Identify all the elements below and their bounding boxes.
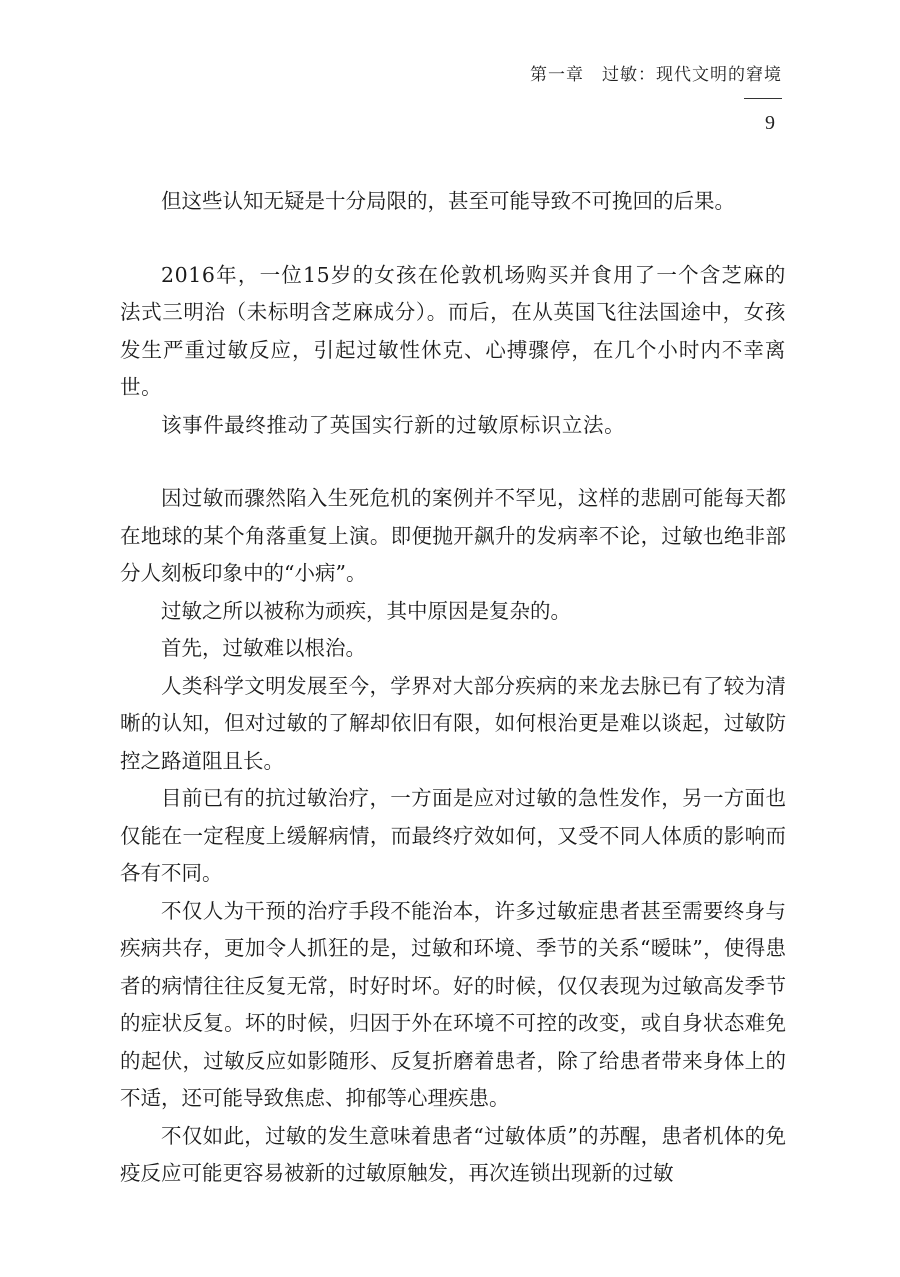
paragraph-7: 人类科学文明发展至今，学界对大部分疾病的来龙去脉已有了较为清晰的认知，但对过敏的了解却依旧有限，如何根治更是难以谈起，过敏防控之路道阻且长。 xyxy=(120,673,786,773)
paragraph-9: 不仅人为干预的治疗手段不能治本，许多过敏症患者甚至需要终身与疾病共存，更加令人抓狂的是，过敏和环境、季节的关系“暧昧”，使得患者的病情往往反复无常，时好时坏。好的时候，仅仅表现为过敏高发季节的症状反复。坏的时候，归因于外在环境不可控的改变，或自身状态难免的起伏，过敏反应如影随形、反复折磨着患者，除了给患者带来身体上的不适，还可能导致焦虑、抑郁等心理疾患。 xyxy=(120,898,786,1110)
body-text xyxy=(120,183,786,1193)
paragraph-8: 目前已有的抗过敏治疗，一方面是应对过敏的急性发作，另一方面也仅能在一定程度上缓解病情，而最终疗效如何，又受不同人体质的影响而各有不同。 xyxy=(120,786,786,885)
paragraph-6: 首先，过敏难以根治。 xyxy=(161,636,366,660)
page-number: 9 xyxy=(765,112,775,134)
paragraph-1: 但这些认知无疑是十分局限的，甚至可能导致不可挽回的后果。 xyxy=(161,189,735,213)
running-head-chapter-title: 第一章 过敏：现代文明的窘境 xyxy=(530,65,782,85)
paragraph-4: 因过敏而骤然陷入生死危机的案例并不罕见，这样的悲剧可能每天都在地球的某个角落重复上演。即便抛开飙升的发病率不论，过敏也绝非部分人刻板印象中的“小病”。 xyxy=(120,486,786,585)
paragraph-case-story: 2016年，一位15岁的女孩在伦敦机场购买并食用了一个含芝麻的法式三明治（未标明含芝麻成分）。而后，在从英国飞往法国途中，女孩发生严重过敏反应，引起过敏性休克、心搏骤停，在几个小时内不幸离世。 xyxy=(120,262,786,399)
paragraph-5: 过敏之所以被称为顽疾，其中原因是复杂的。 xyxy=(161,598,571,623)
paragraph-10: 不仅如此，过敏的发生意味着患者“过敏体质”的苏醒，患者机体的免疫反应可能更容易被新的过敏原触发，再次连锁出现新的过敏 xyxy=(120,1123,786,1185)
header-rule xyxy=(744,98,782,99)
paragraph-legislation: 该事件最终推动了英国实行新的过敏原标识立法。 xyxy=(161,412,626,437)
